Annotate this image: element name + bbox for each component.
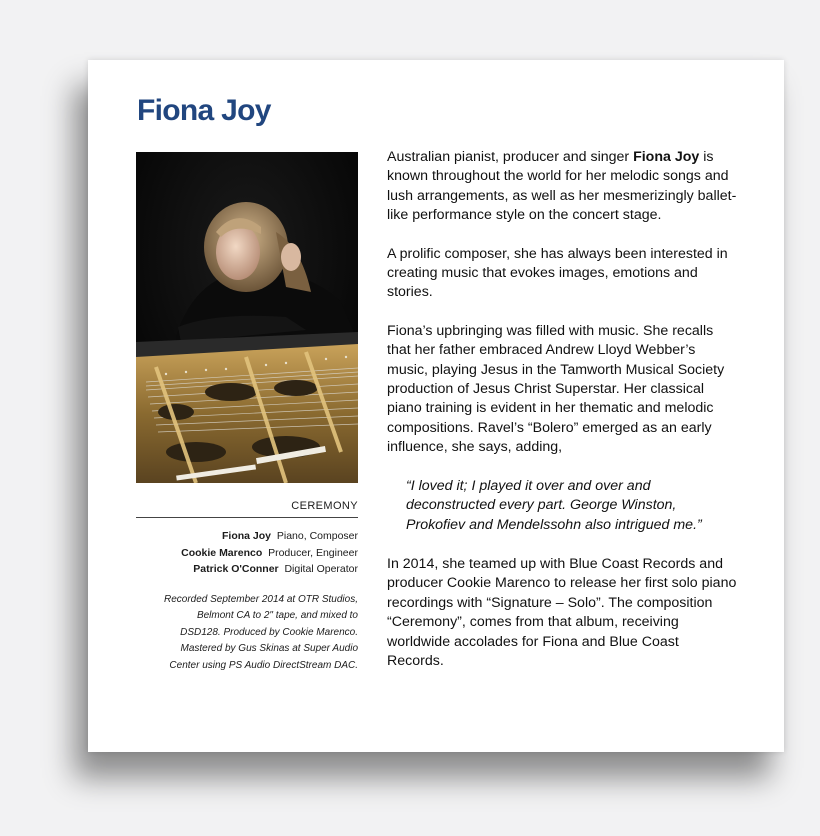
bio-text: Australian pianist, producer and singer [387,149,634,165]
personnel-row [136,545,358,562]
recording-note-line: Recorded September 2014 at OTR Studios, [164,593,358,605]
recording-note-line: Center using PS Audio DirectStream DAC. [169,659,358,671]
personnel-row [136,561,358,578]
personnel-list [136,528,358,578]
bio-quote: “I loved it; I played it over and over and deconstructed every part. George Winston, Prokofiev and Mendelssohn also intrigued me.” [406,477,702,533]
credits-section [136,500,358,674]
bio-paragraph-2: A prolific composer, she has always been interested in creating music that evokes images, emotions and stories. [387,245,728,301]
bio-paragraph-3: Fiona’s upbringing was filled with music. She recalls that her father embraced Andrew Lloyd Webber’s music, playing Jesus in the Tamworth Musical Society production of Jesus Christ Superstar. Her classical piano training is evident in her thematic and melodic compositions. Ravel’s “Bolero” emerged as an early influence, she says, adding, [387,322,725,456]
personnel-name: Fiona Joy [222,530,272,542]
artist-at-piano-image [136,152,358,483]
biography-text [387,148,739,690]
album-name: CEREMONY [136,500,358,518]
recording-note-line: DSD128. Produced by Cookie Marenco. [180,626,358,638]
liner-notes-card [88,60,784,752]
recording-note-line: Belmont CA to 2" tape, and mixed to [196,610,358,621]
bio-text: is known throughout the world for her melodic songs and lush arrangements, as well as her mesmerizingly ballet-like performance style on the concert stage. [387,149,737,224]
bio-paragraph-4: In 2014, she teamed up with Blue Coast Records and producer Cookie Marenco to release her first solo piano recordings with “Signature – Solo”. The composition “Ceremony”, comes from that album, receiving worldwide accolades for Fiona and Blue Coast Records. [387,555,737,669]
personnel-name: Cookie Marenco [181,546,263,559]
artist-name-bold: Fiona Joy [633,149,700,165]
bio-paragraph-1 [387,148,739,226]
personnel-name: Patrick O'Conner [193,563,279,575]
personnel-role: Piano, Composer [276,530,358,542]
recording-note-line: Mastered by Gus Skinas at Super Audio [180,643,358,654]
recording-notes [136,592,358,675]
page-title: Fiona Joy [137,94,271,127]
personnel-role: Digital Operator [284,563,358,575]
artist-photo [136,152,358,483]
personnel-role: Producer, Engineer [268,546,358,559]
personnel-row [136,528,358,545]
